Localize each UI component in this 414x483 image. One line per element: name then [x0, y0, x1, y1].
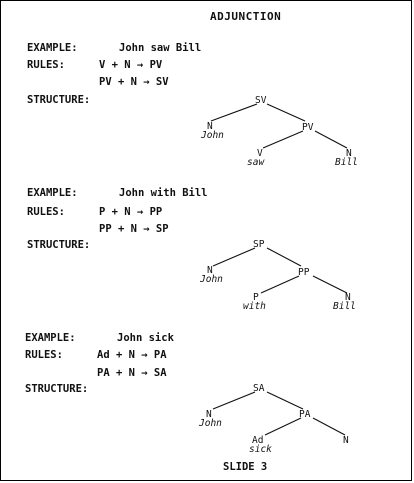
rule-2: PV + N → SV	[99, 76, 169, 88]
tree-edge	[313, 276, 347, 293]
tree-sub-left-word: sick	[249, 444, 272, 455]
rules-label: RULES:	[25, 349, 63, 361]
tree-sub-left-word: saw	[247, 157, 265, 168]
tree-edge	[315, 131, 347, 148]
tree-sub-left-cat: P	[253, 292, 259, 303]
example-text: John sick	[117, 332, 174, 344]
tree-left-cat: N	[207, 265, 213, 276]
tree-edge	[265, 418, 301, 435]
structure-label: STRUCTURE:	[27, 239, 91, 251]
tree-root-label: SA	[253, 383, 265, 394]
tree-left-cat: N	[206, 409, 212, 420]
tree-edge	[267, 104, 305, 121]
tree-sub-left-cat: V	[257, 148, 263, 159]
structure-label: STRUCTURE:	[25, 383, 89, 395]
rule-2: PA + N → SA	[97, 367, 167, 379]
rules-label: RULES:	[27, 206, 65, 218]
tree-diagrams	[1, 1, 413, 482]
tree-edge	[213, 248, 255, 266]
rule-1: V + N → PV	[99, 59, 163, 71]
structure-label: STRUCTURE:	[27, 94, 91, 106]
tree-edge	[263, 131, 303, 148]
tree-sub-right-cat: N	[346, 148, 352, 159]
example-label: EXAMPLE:	[27, 187, 78, 199]
tree-edge	[267, 392, 303, 409]
tree-2	[199, 239, 356, 312]
tree-root-label: SP	[253, 239, 265, 250]
tree-sub-right-cat: N	[343, 435, 349, 446]
tree-sub-right-cat: N	[345, 292, 351, 303]
tree-sub-left-word: with	[243, 301, 266, 312]
tree-edge	[267, 248, 301, 266]
tree-mid-label: PA	[299, 409, 311, 420]
rules-label: RULES:	[27, 59, 65, 71]
tree-sub-right-word: Bill	[333, 301, 356, 312]
slide-title: ADJUNCTION	[210, 10, 282, 23]
tree-1	[200, 95, 358, 168]
slide-footer: SLIDE 3	[223, 461, 268, 473]
tree-mid-label: PP	[298, 267, 310, 278]
example-label: EXAMPLE:	[27, 42, 78, 54]
tree-edge	[213, 392, 255, 409]
tree-root-label: SV	[255, 95, 267, 106]
tree-edge	[313, 418, 345, 435]
tree-left-word: John	[199, 418, 222, 429]
tree-edge	[261, 276, 299, 293]
rule-2: PP + N → SP	[99, 223, 169, 235]
tree-sub-left-cat: Ad	[252, 435, 264, 446]
tree-left-word: John	[200, 274, 223, 285]
tree-left-word: John	[201, 130, 224, 141]
example-text: John saw Bill	[119, 42, 202, 54]
rule-1: P + N → PP	[99, 206, 163, 218]
tree-edge	[211, 104, 257, 121]
tree-3	[198, 383, 349, 455]
tree-left-cat: N	[207, 121, 213, 132]
rule-1: Ad + N → PA	[97, 349, 167, 361]
example-text: John with Bill	[119, 187, 208, 199]
example-label: EXAMPLE:	[25, 332, 76, 344]
tree-mid-label: PV	[302, 122, 314, 133]
tree-sub-right-word: Bill	[335, 157, 358, 168]
